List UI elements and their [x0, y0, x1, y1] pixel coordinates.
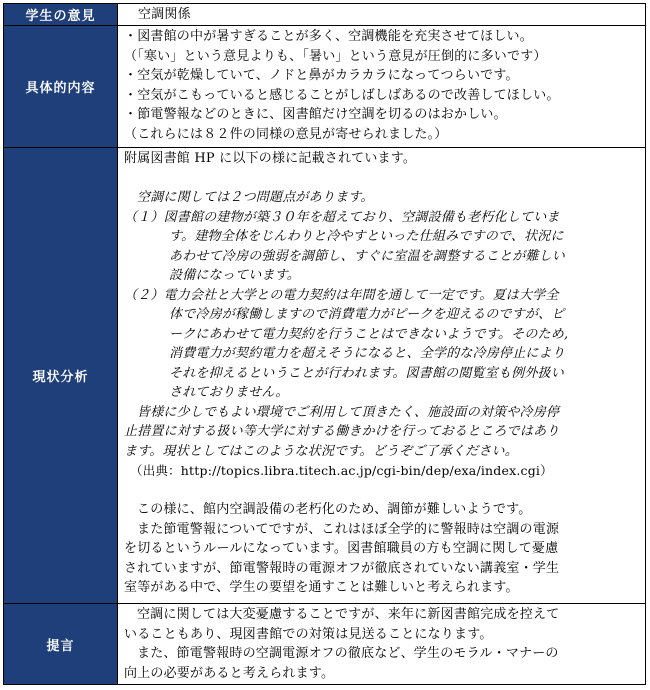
quote-line: 空調に関しては２つ問題点があります。	[137, 190, 374, 205]
analysis-line: 室等がある中で、学生の要望を通すことは難しいと考えられます。	[124, 580, 519, 595]
row-content	[118, 26, 645, 147]
row-content	[118, 604, 645, 684]
analysis-line: を切るというルールになっています。図書館職員の方も空調に関して憂慮	[124, 541, 559, 556]
row-details	[4, 26, 645, 148]
quote-line: ークにあわせて電力契約を行うことはできないようです。そのため,	[169, 326, 569, 342]
detail-line: ・図書館の中が暑すぎることが多く、空調機能を充実させてほしい。	[124, 29, 533, 44]
quoted-notice	[124, 188, 641, 461]
row-student-opinion	[4, 4, 645, 26]
proposal-line: いることもあり、現図書館での対策は見送ることになります。	[124, 626, 493, 642]
detail-line: ・節電警報などのときに、図書館だけ空調を切るのはおかしい。	[124, 107, 507, 122]
quote-line: あわせて冷房の強弱を調節し、すぐに室温を調整することが難しい	[169, 248, 566, 264]
proposal-table	[3, 3, 646, 685]
row-heading: 現状分析	[4, 148, 118, 603]
proposal-line: 空調に関しては大変憂慮することですが、来年に新図書館完成を控えて	[137, 607, 560, 622]
detail-line: ・空気が乾燥していて、ノドと鼻がカラカラになってつらいです。	[124, 68, 519, 83]
proposal-line: 向上の必要があると考えられます。	[124, 665, 335, 681]
quote-line: ます。現状としてはこのような状況です。どうぞご了承ください。	[124, 443, 518, 459]
quote-line: 体で冷房が稼働しますので消費電力がピークを迎えるのですが、ピ	[169, 307, 565, 322]
analysis-intro: 附属図書館 HP に以下の様に記載されています。	[124, 151, 417, 166]
analysis-line: この様に、館内空調設備の老朽化のため、調節が難しいようです。	[137, 502, 532, 517]
row-proposal	[4, 604, 645, 684]
quote-line: （１）図書館の建物が築３０年を超えており、空調設備も老朽化していま	[124, 209, 560, 225]
source-citation: （出典：http://topics.libra.titech.ac.jp/cgi-bin/dep/exa/index.cgi）	[130, 463, 553, 478]
proposal-line: また、節電警報時の空調電源オフの徹底など、学生のモラル・マナーの	[137, 646, 559, 661]
quote-line: されておりません。	[169, 385, 289, 400]
quote-line: 消費電力が契約電力を超えそうになると、全学的な冷房停止により	[169, 346, 566, 361]
quote-line: 皆様に少しでもよい環境でご利用して頂きたく、施設面の対策や冷房停	[137, 404, 560, 420]
row-heading: 具体的内容	[4, 26, 118, 147]
quote-line: す。建物全体をじんわりと冷やすといった仕組みですので、状況に	[169, 229, 564, 244]
opinion-topic: 空調関係	[138, 7, 191, 22]
quote-line: （２）電力会社と大学との電力契約は年間を通して一定です。夏は大学全	[124, 287, 559, 303]
row-analysis	[4, 148, 645, 604]
quote-line: 設備になっています。	[169, 268, 300, 283]
detail-line: （これらには８２件の同様の意見が寄せられました。）	[124, 126, 448, 142]
row-heading: 提言	[4, 604, 118, 684]
row-content	[118, 148, 645, 603]
detail-line: ・空気がこもっていると感じることがしばしばあるので改善してほしい。	[124, 87, 560, 103]
analysis-line: されていますが、節電警報時の電源オフが徹底されていない講義室・学生	[124, 560, 560, 576]
quote-line: 止措置に対する扱い等大学に対する働きかけを行っておるところではあり	[124, 424, 560, 439]
detail-line: （「寒い」という意見よりも、「暑い」という意見が圧倒的に多いです）	[124, 48, 547, 64]
row-content	[118, 4, 645, 25]
row-heading: 学生の意見	[4, 4, 118, 25]
quote-line: それを抑えるということが行われます。図書館の閲覧室も例外扱い	[169, 365, 564, 381]
analysis-line: また節電警報についてですが、これはほぼ全学的に警報時は空調の電源	[137, 521, 560, 537]
